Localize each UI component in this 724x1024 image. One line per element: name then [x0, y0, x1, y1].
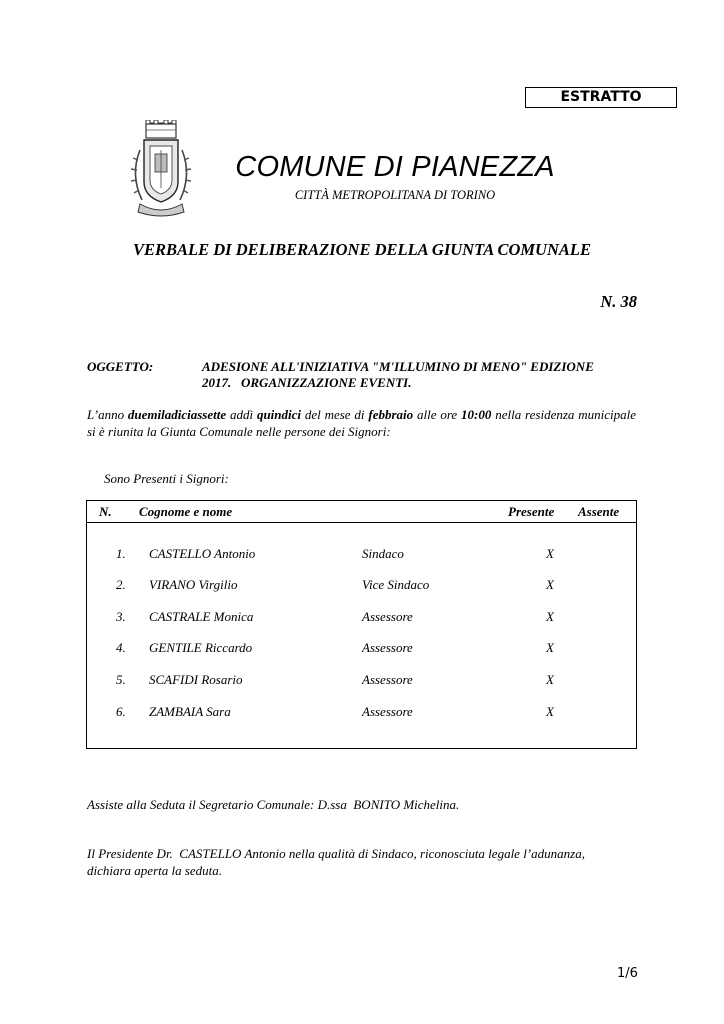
intro-text: L’anno	[87, 407, 128, 422]
row-number: 1.	[116, 546, 126, 561]
president-note: Il Presidente Dr. CASTELLO Antonio nella qualità di Sindaco, riconosciuta legale l’adunanza, dichiara aperta la seduta.	[87, 846, 589, 878]
document-title: VERBALE DI DELIBERAZIONE DELLA GIUNTA COMUNALE	[133, 240, 591, 259]
intro-hour: 10:00	[461, 407, 492, 422]
row-role: Assessore	[362, 609, 413, 624]
subject-text	[202, 359, 642, 391]
row-present: X	[546, 609, 554, 624]
metropolitan-city: CITTÀ METROPOLITANA DI TORINO	[294, 188, 496, 202]
row-role: Sindaco	[362, 546, 404, 561]
secretary-note: Assiste alla Seduta il Segretario Comunale: D.ssa BONITO Michelina.	[87, 797, 460, 812]
intro-month: febbraio	[368, 407, 414, 422]
municipal-crest-icon	[128, 120, 194, 220]
row-present: X	[546, 577, 554, 592]
row-name: SCAFIDI Rosario	[149, 672, 243, 687]
table-row	[87, 546, 636, 566]
intro-text: alle ore	[413, 407, 462, 422]
row-role: Assessore	[362, 640, 413, 655]
intro-year: duemiladiciassette	[127, 407, 227, 422]
subject-line-2: 2017. ORGANIZZAZIONE EVENTI.	[202, 375, 412, 390]
intro-text: addì	[226, 407, 257, 422]
row-name: GENTILE Riccardo	[149, 640, 253, 655]
row-present: X	[546, 704, 554, 719]
row-number: 5.	[116, 672, 126, 687]
intro-text: nella residenza municipale si è riunita la Giunta Comunale nelle persone dei Signori:	[87, 407, 637, 439]
row-role: Vice Sindaco	[362, 577, 430, 592]
estratto-badge: ESTRATTO	[525, 87, 677, 108]
row-role: Assessore	[362, 672, 413, 687]
row-present: X	[546, 640, 554, 655]
subject-label: OGGETTO:	[87, 359, 154, 374]
municipality-name: COMUNE DI PIANEZZA	[235, 151, 555, 183]
intro-paragraph	[87, 406, 636, 440]
row-present: X	[546, 546, 554, 561]
table-header	[87, 501, 636, 523]
row-name: CASTELLO Antonio	[149, 546, 256, 561]
table-row	[87, 609, 636, 629]
header-present: Presente	[508, 504, 555, 519]
deliberation-number: N. 38	[600, 292, 637, 311]
attendance-table	[86, 500, 637, 749]
page-number: 1/6	[617, 966, 638, 981]
subject-line-1: ADESIONE ALL'INIZIATIVA "M'ILLUMINO DI MENO" EDIZIONE	[202, 359, 594, 374]
row-role: Assessore	[362, 704, 413, 719]
row-name: ZAMBAIA Sara	[149, 704, 231, 719]
table-row	[87, 577, 636, 597]
intro-day: quindici	[256, 407, 302, 422]
table-row	[87, 640, 636, 660]
row-name: CASTRALE Monica	[149, 609, 254, 624]
row-present: X	[546, 672, 554, 687]
header-number: N.	[99, 504, 112, 519]
header-absent: Assente	[578, 504, 620, 519]
row-number: 2.	[116, 577, 126, 592]
row-number: 4.	[116, 640, 126, 655]
row-number: 3.	[116, 609, 126, 624]
table-row	[87, 704, 636, 724]
table-row	[87, 672, 636, 692]
row-name: VIRANO Virgilio	[149, 577, 238, 592]
header-name: Cognome e nome	[139, 504, 233, 519]
intro-text: del mese di	[301, 407, 369, 422]
present-label: Sono Presenti i Signori:	[104, 471, 229, 486]
row-number: 6.	[116, 704, 126, 719]
